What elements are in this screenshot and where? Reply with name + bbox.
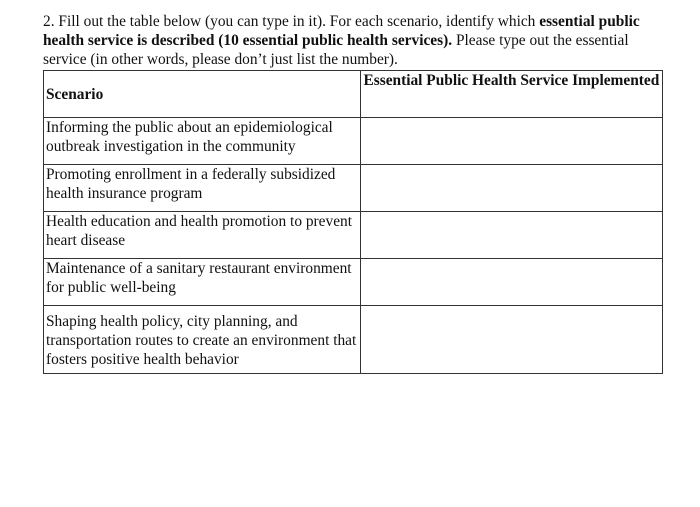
scenario-cell: Maintenance of a sanitary restaurant environment for public well-being: [44, 259, 361, 306]
table-row: [44, 165, 663, 212]
table-row: [44, 259, 663, 306]
service-answer-cell[interactable]: [361, 306, 663, 374]
scenario-cell: Promoting enrollment in a federally subsidized health insurance program: [44, 165, 361, 212]
service-answer-cell[interactable]: [361, 118, 663, 165]
service-answer-cell[interactable]: [361, 165, 663, 212]
table-header-row: [44, 71, 663, 118]
instructions-text-end: Please type out the essential service (in other words, please don’t just list the number).: [43, 32, 629, 68]
scenario-table: [43, 70, 663, 374]
service-answer-cell[interactable]: [361, 259, 663, 306]
service-answer-cell[interactable]: [361, 212, 663, 259]
instructions-text-start: 2. Fill out the table below (you can type in it). For each scenario, identify which: [43, 13, 540, 30]
table-row: [44, 212, 663, 259]
instructions-bold-text: essential public health service is described (10 essential public health services).: [43, 13, 640, 49]
scenario-cell: Shaping health policy, city planning, and transportation routes to create an environment that fosters positive health behavior: [44, 306, 361, 374]
question-instructions: [43, 12, 668, 69]
table-row: [44, 118, 663, 165]
table-row: [44, 306, 663, 374]
header-scenario: Scenario: [44, 71, 361, 118]
header-essential-service: Essential Public Health Service Implemented: [361, 71, 663, 118]
scenario-cell: Health education and health promotion to prevent heart disease: [44, 212, 361, 259]
scenario-cell: Informing the public about an epidemiological outbreak investigation in the community: [44, 118, 361, 165]
